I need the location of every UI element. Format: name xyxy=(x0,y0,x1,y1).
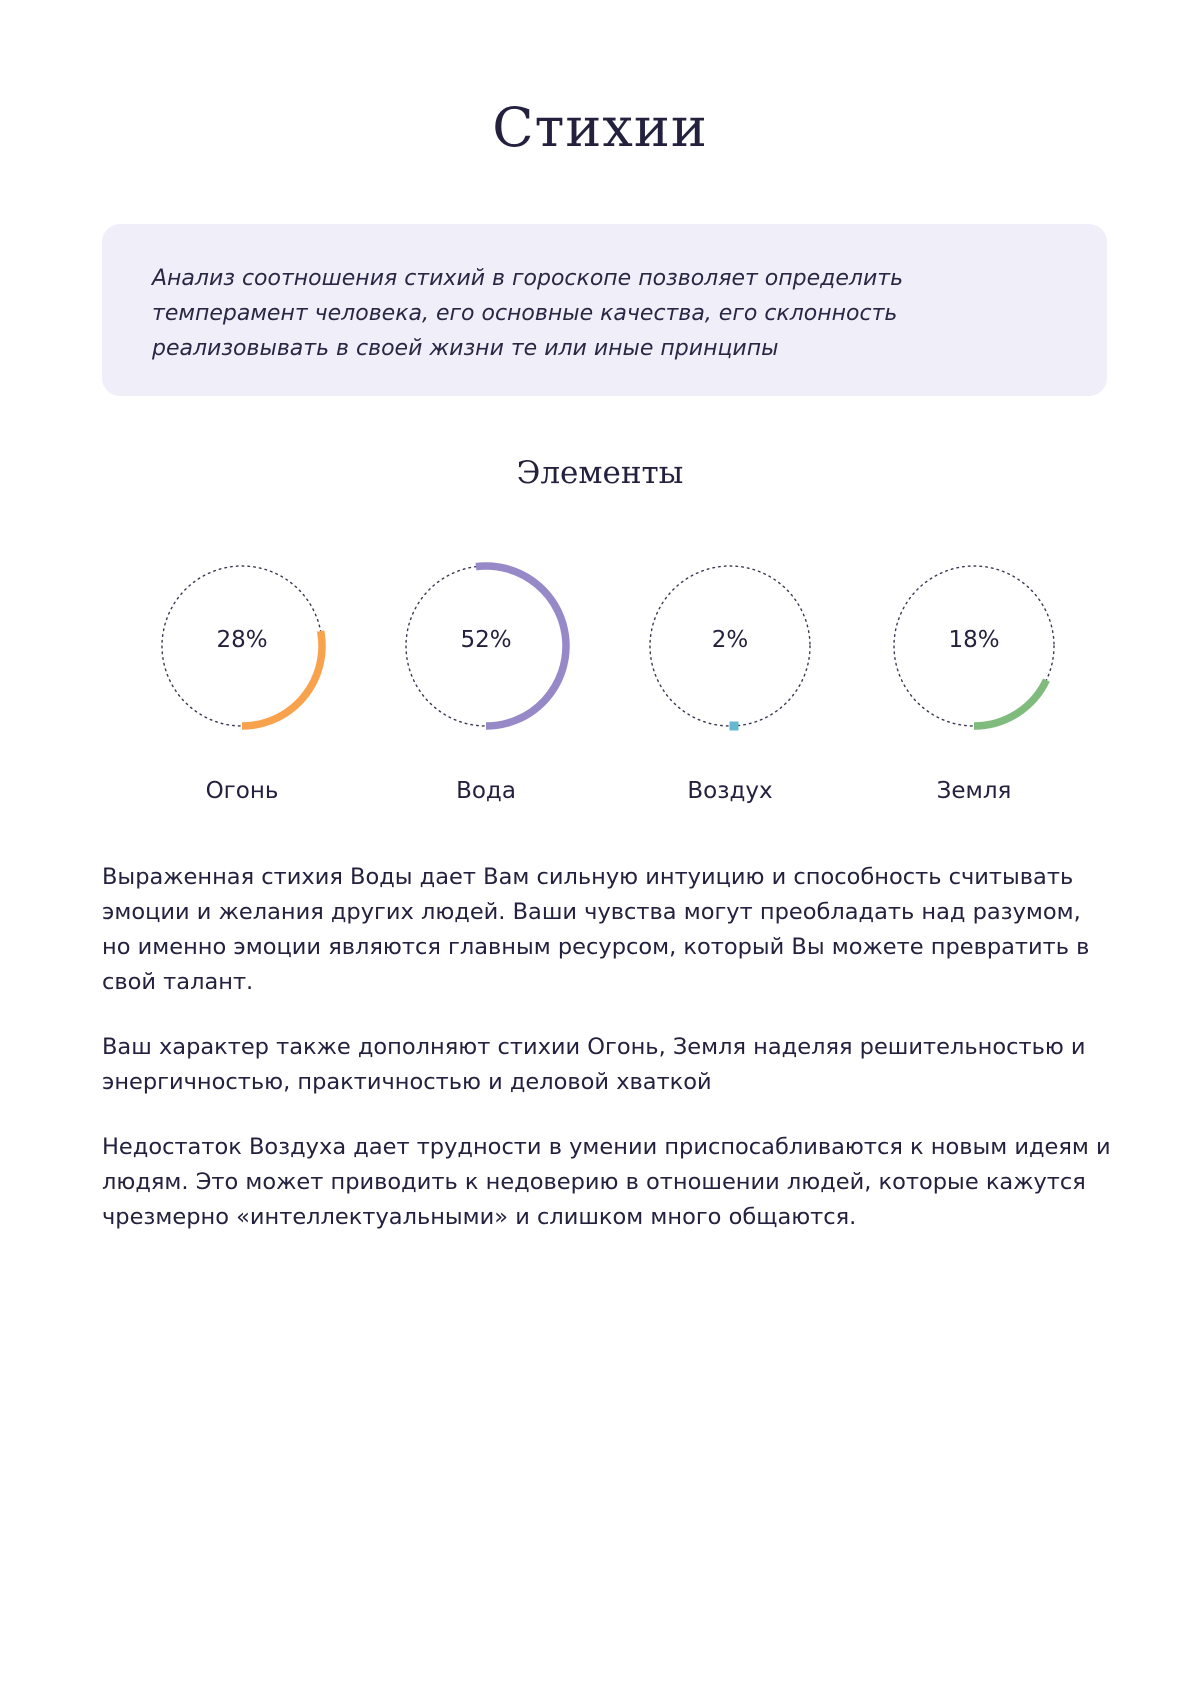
percent-air: 2% xyxy=(711,627,749,653)
label-earth: Земля xyxy=(936,778,1012,804)
percent-water: 52% xyxy=(460,627,512,653)
ring-arc-earth xyxy=(974,680,1046,726)
percent-fire: 28% xyxy=(216,627,268,653)
intro-text: Анализ соотношения стихий в гороскопе позволяет определить темперамент человека, его основные качества, его склонность реализовывать в своей жизни те или иные принципы xyxy=(152,266,904,361)
label-water: Вода xyxy=(456,778,516,804)
elements-row xyxy=(0,556,1200,816)
description-text xyxy=(102,860,1112,1265)
page-title: Стихии xyxy=(492,96,708,159)
element-air xyxy=(640,556,820,816)
label-air: Воздух xyxy=(687,778,773,804)
percent-earth: 18% xyxy=(948,627,1000,653)
elements-section-title: Элементы xyxy=(516,455,684,491)
description-paragraph-fire-earth: Ваш характер также дополняют стихии Огонь, Земля наделяя решительностью и энергичностью, практичностью и деловой хваткой xyxy=(102,1034,1086,1095)
description-paragraph-air: Недостаток Воздуха дает трудности в умении приспосабливаются к новым идеям и людям. Это может приводить к недоверию в отношении людей, которые кажутся чрезмерно «интеллектуальными» и слишком много общаются. xyxy=(102,1134,1111,1230)
label-fire: Огонь xyxy=(205,778,279,804)
element-fire xyxy=(152,556,332,816)
element-water xyxy=(396,556,576,816)
intro-box xyxy=(102,224,1107,396)
description-paragraph-water: Выраженная стихия Воды дает Вам сильную интуицию и способность считывать эмоции и желания других людей. Ваши чувства могут преобладать над разумом, но именно эмоции являются главным ресурсом, который Вы можете превратить в свой талант. xyxy=(102,864,1090,995)
element-earth xyxy=(884,556,1064,816)
